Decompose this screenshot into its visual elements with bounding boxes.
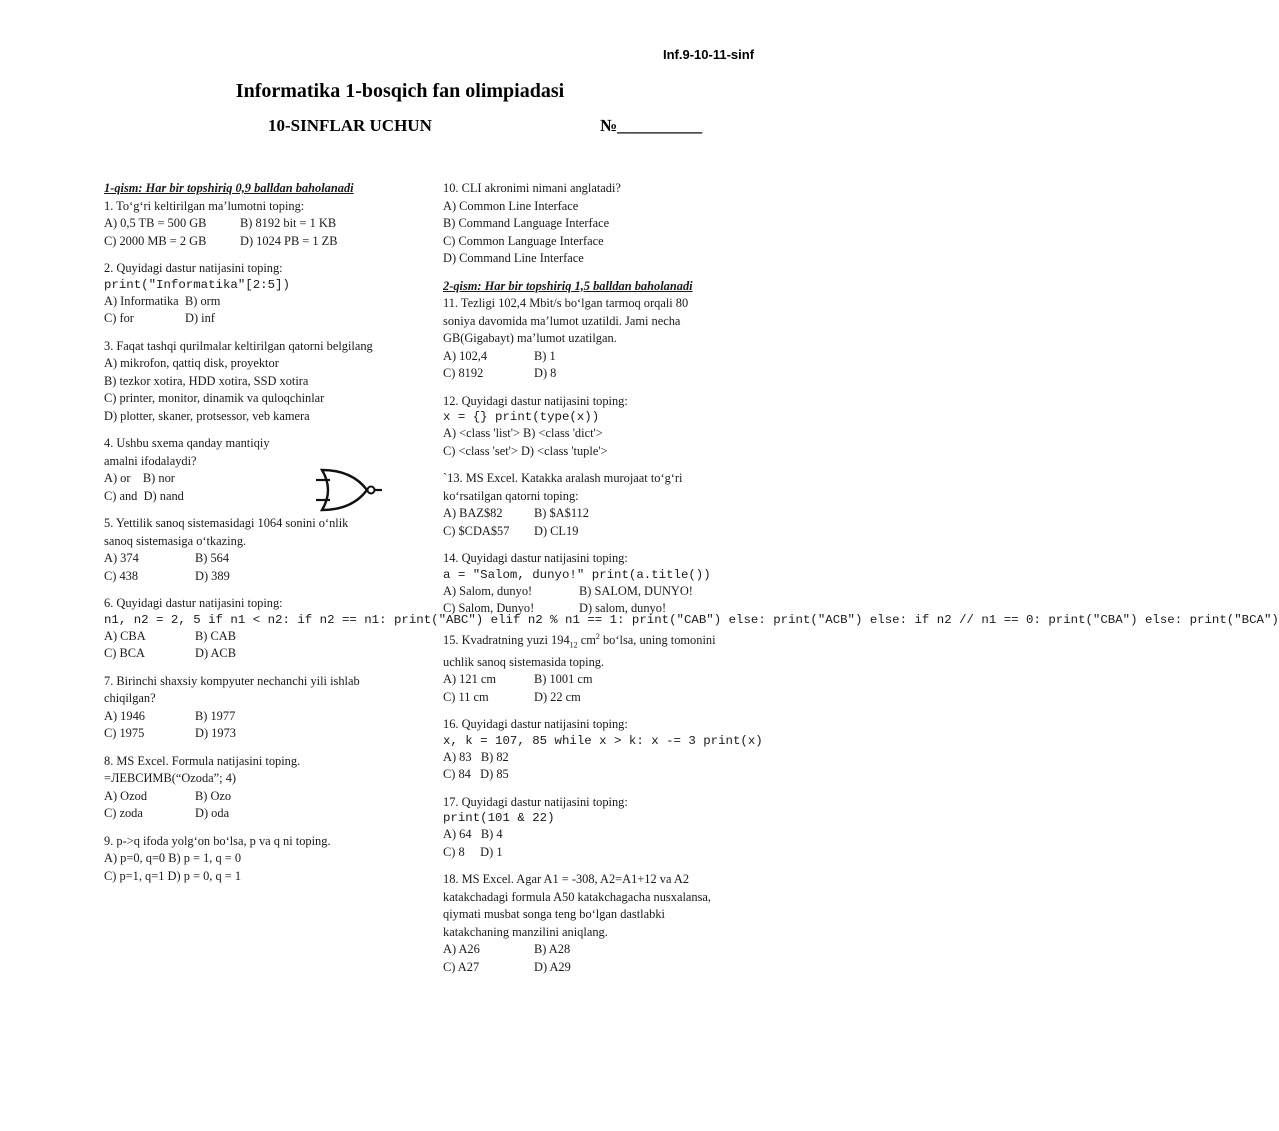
option-b: B) orm bbox=[185, 293, 221, 308]
right-column bbox=[443, 180, 763, 986]
question-text: 11. Tezligi 102,4 Mbit/s bo‘lgan tarmoq orqali 80 bbox=[443, 296, 689, 310]
question-text: 16. Quyidagi dastur natijasini toping: bbox=[443, 717, 628, 732]
option-ab: A) 64 B) 4 bbox=[443, 827, 503, 842]
option-d: D) 22 cm bbox=[534, 689, 581, 704]
option-c: C) 11 cm bbox=[443, 689, 489, 704]
option-c: C) A27 bbox=[443, 959, 480, 974]
option-c: C) BCA bbox=[104, 646, 145, 660]
option-d: D) salom, dunyo! bbox=[579, 601, 667, 615]
option-ab: A) 83 B) 82 bbox=[443, 749, 509, 764]
option-c: C) Salom, Dunyo! bbox=[443, 601, 535, 615]
option-b: B) 564 bbox=[195, 551, 230, 565]
option-cd: C) and D) nand bbox=[104, 488, 184, 503]
code-snippet: print("Informatika"[2:5]) bbox=[104, 277, 290, 292]
page-title: Informatika 1-bosqich fan olimpiadasi bbox=[235, 80, 565, 102]
question-11 bbox=[443, 295, 763, 383]
question-text-cont: soniya davomida ma’lumot uzatildi. Jami necha bbox=[443, 313, 681, 328]
question-text-cont: chiqilgan? bbox=[104, 691, 156, 705]
option-d: D) 1973 bbox=[195, 726, 236, 740]
option-a: A) CBA bbox=[104, 628, 146, 643]
option-d: D) 1024 PB = 1 ZB bbox=[240, 233, 338, 248]
number-field: №__________ bbox=[600, 116, 703, 135]
option-b: B) SALOM, DUNYO! bbox=[579, 583, 693, 598]
option-d: D) A29 bbox=[534, 959, 571, 974]
question-text: 6. Quyidagi dastur natijasini toping: bbox=[104, 596, 283, 610]
question-text-cont: uchlik sanoq sistemasida toping. bbox=[443, 654, 605, 669]
option-c: C) zoda bbox=[104, 806, 143, 820]
option-b: B) CAB bbox=[195, 628, 236, 643]
option-cd: C) 84 D) 85 bbox=[443, 767, 509, 782]
option-a: A) BAZ$82 bbox=[443, 506, 503, 520]
question-7 bbox=[104, 673, 424, 743]
option-cd: C) 8 D) 1 bbox=[443, 844, 503, 859]
option-cd: C) p=1, q=1 D) p = 0, q = 1 bbox=[104, 868, 242, 883]
option-d: D) ACB bbox=[195, 646, 236, 660]
question-text: `13. MS Excel. Katakka aralash murojaat to‘g‘ri bbox=[443, 471, 683, 485]
question-text-cont: katakchaning manzilini aniqlang. bbox=[443, 924, 608, 939]
question-text-cont: sanoq sistemasiga o‘tkazing. bbox=[104, 533, 247, 548]
option-a: A) 102,4 bbox=[443, 348, 488, 363]
page-subtitle: 10-SINFLAR UCHUN bbox=[268, 116, 432, 135]
option-b: B) 1 bbox=[534, 348, 556, 363]
option-b: B) tezkor xotira, HDD xotira, SSD xotira bbox=[104, 373, 309, 388]
option-d: D) CL19 bbox=[534, 523, 579, 538]
question-text-cont: ko‘rsatilgan qatorni toping: bbox=[443, 488, 579, 503]
question-text-cont: GB(Gigabayt) ma’lumot uzatilgan. bbox=[443, 331, 617, 345]
option-c: C) for bbox=[104, 311, 134, 325]
question-text: 4. Ushbu sxema qanday mantiqiy bbox=[104, 436, 270, 450]
question-text: 1. To‘g‘ri keltirilgan ma’lumotni toping: bbox=[104, 198, 305, 213]
option-c: C) 2000 MB = 2 GB bbox=[104, 233, 207, 248]
option-c: C) $CDA$57 bbox=[443, 523, 510, 538]
option-a: A) 0,5 TB = 500 GB bbox=[104, 216, 207, 230]
question-text-cont: qiymati musbat songa teng bo‘lgan dastlabki bbox=[443, 907, 665, 922]
question-text: 14. Quyidagi dastur natijasini toping: bbox=[443, 551, 628, 565]
code-snippet: n1, n2 = 2, 5 if n1 < n2: if n2 == n1: print("ABC") elif n2 % n1 == 1: print("CAB") else: print("ACB") else: if n2 // n1 == 0: print("CBA") else: print("BCA") bbox=[104, 612, 1279, 627]
option-d: D) Command Line Interface bbox=[443, 251, 584, 265]
option-a: A) Informatika bbox=[104, 293, 179, 308]
option-d: D) plotter, skaner, protsessor, veb kamera bbox=[104, 408, 310, 423]
option-c: C) 1975 bbox=[104, 726, 145, 740]
option-d: D) 8 bbox=[534, 366, 557, 380]
q15-text-post: bo‘lsa, uning tomonini bbox=[599, 632, 716, 647]
q15-unit: cm bbox=[577, 632, 596, 647]
option-b: B) A28 bbox=[534, 942, 571, 957]
code-snippet: a = "Salom, dunyo!" print(a.title()) bbox=[443, 567, 711, 582]
question-1 bbox=[104, 198, 424, 251]
code-snippet: x, k = 107, 85 while x > k: x -= 3 print(x) bbox=[443, 733, 763, 748]
question-text: 9. p->q ifoda yolg‘on bo‘lsa, p va q ni toping. bbox=[104, 833, 331, 848]
option-b: B) Command Language Interface bbox=[443, 216, 610, 230]
option-a: A) A26 bbox=[443, 942, 480, 957]
question-text: 18. MS Excel. Agar A1 = -308, A2=A1+12 va A2 bbox=[443, 872, 690, 887]
option-b: B) 8192 bit = 1 KB bbox=[240, 216, 337, 230]
code-snippet: print(101 & 22) bbox=[443, 811, 555, 826]
option-a: A) Ozod bbox=[104, 788, 148, 803]
document-code: Inf.9-10-11-sinf bbox=[663, 47, 755, 62]
question-15 bbox=[443, 628, 763, 707]
question-text: 10. CLI akronimi nimani anglatadi? bbox=[443, 181, 621, 195]
question-10 bbox=[443, 180, 763, 268]
question-16 bbox=[443, 716, 763, 784]
question-8 bbox=[104, 753, 424, 823]
option-b: B) 1001 cm bbox=[534, 672, 593, 687]
option-cd: C) <class 'set'> D) <class 'tuple'> bbox=[443, 443, 608, 458]
question-13 bbox=[443, 470, 763, 540]
option-d: D) inf bbox=[185, 311, 215, 325]
option-c: C) Common Language Interface bbox=[443, 233, 604, 248]
question-text-cont: katakchadagi formula A50 katakchagacha nusxalansa, bbox=[443, 889, 712, 904]
option-d: D) 389 bbox=[195, 568, 230, 583]
q15-text-pre: 15. Kvadratning yuzi 194 bbox=[443, 632, 570, 647]
option-b: B) 1977 bbox=[195, 708, 236, 723]
option-a: A) 1946 bbox=[104, 708, 145, 723]
question-text: 17. Quyidagi dastur natijasini toping: bbox=[443, 794, 628, 809]
question-12 bbox=[443, 393, 763, 461]
question-3 bbox=[104, 338, 424, 426]
option-c: C) printer, monitor, dinamik va quloqchinlar bbox=[104, 391, 325, 405]
option-ab: A) or B) nor bbox=[104, 471, 175, 485]
section-1-heading: 1-qism: Har bir topshiriq 0,9 balldan baholanadi bbox=[104, 181, 354, 195]
question-text bbox=[443, 628, 763, 654]
q15-superscript: 2 bbox=[595, 631, 600, 641]
question-9 bbox=[104, 833, 424, 886]
question-5 bbox=[104, 515, 424, 585]
code-snippet: x = {} print(type(x)) bbox=[443, 410, 600, 424]
option-a: A) Common Line Interface bbox=[443, 198, 579, 213]
option-c: C) 8192 bbox=[443, 366, 484, 380]
option-a: A) 374 bbox=[104, 551, 139, 565]
option-ab: A) <class 'list'> B) <class 'dict'> bbox=[443, 426, 603, 440]
nor-gate-diagram bbox=[312, 466, 382, 514]
option-b: B) $A$112 bbox=[534, 506, 589, 520]
question-text: 3. Faqat tashqi qurilmalar keltirilgan qatorni belgilang bbox=[104, 338, 373, 353]
question-text: 7. Birinchi shaxsiy kompyuter nechanchi yili ishlab bbox=[104, 673, 360, 688]
formula-text: =ЛЕВСИМВ(“Ozoda”; 4) bbox=[104, 771, 237, 785]
question-14 bbox=[443, 550, 763, 618]
question-text: 8. MS Excel. Formula natijasini toping. bbox=[104, 753, 301, 768]
question-text-cont: amalni ifodalaydi? bbox=[104, 453, 197, 468]
option-a: A) mikrofon, qattiq disk, proyektor bbox=[104, 356, 279, 370]
option-d: D) oda bbox=[195, 806, 230, 820]
question-text: 2. Quyidagi dastur natijasini toping: bbox=[104, 261, 283, 275]
q15-base-subscript: 12 bbox=[569, 640, 578, 650]
question-17 bbox=[443, 794, 763, 862]
option-b: B) Ozo bbox=[195, 788, 232, 803]
option-ab: A) p=0, q=0 B) p = 1, q = 0 bbox=[104, 851, 242, 865]
option-a: A) Salom, dunyo! bbox=[443, 583, 533, 598]
question-text: 5. Yettilik sanoq sistemasidagi 1064 sonini o‘nlik bbox=[104, 516, 349, 530]
question-18 bbox=[443, 871, 763, 976]
option-c: C) 438 bbox=[104, 568, 139, 583]
question-text: 12. Quyidagi dastur natijasini toping: bbox=[443, 393, 628, 408]
option-a: A) 121 cm bbox=[443, 672, 496, 687]
section-2-heading: 2-qism: Har bir topshiriq 1,5 balldan baholanadi bbox=[443, 278, 693, 293]
question-2 bbox=[104, 260, 424, 328]
